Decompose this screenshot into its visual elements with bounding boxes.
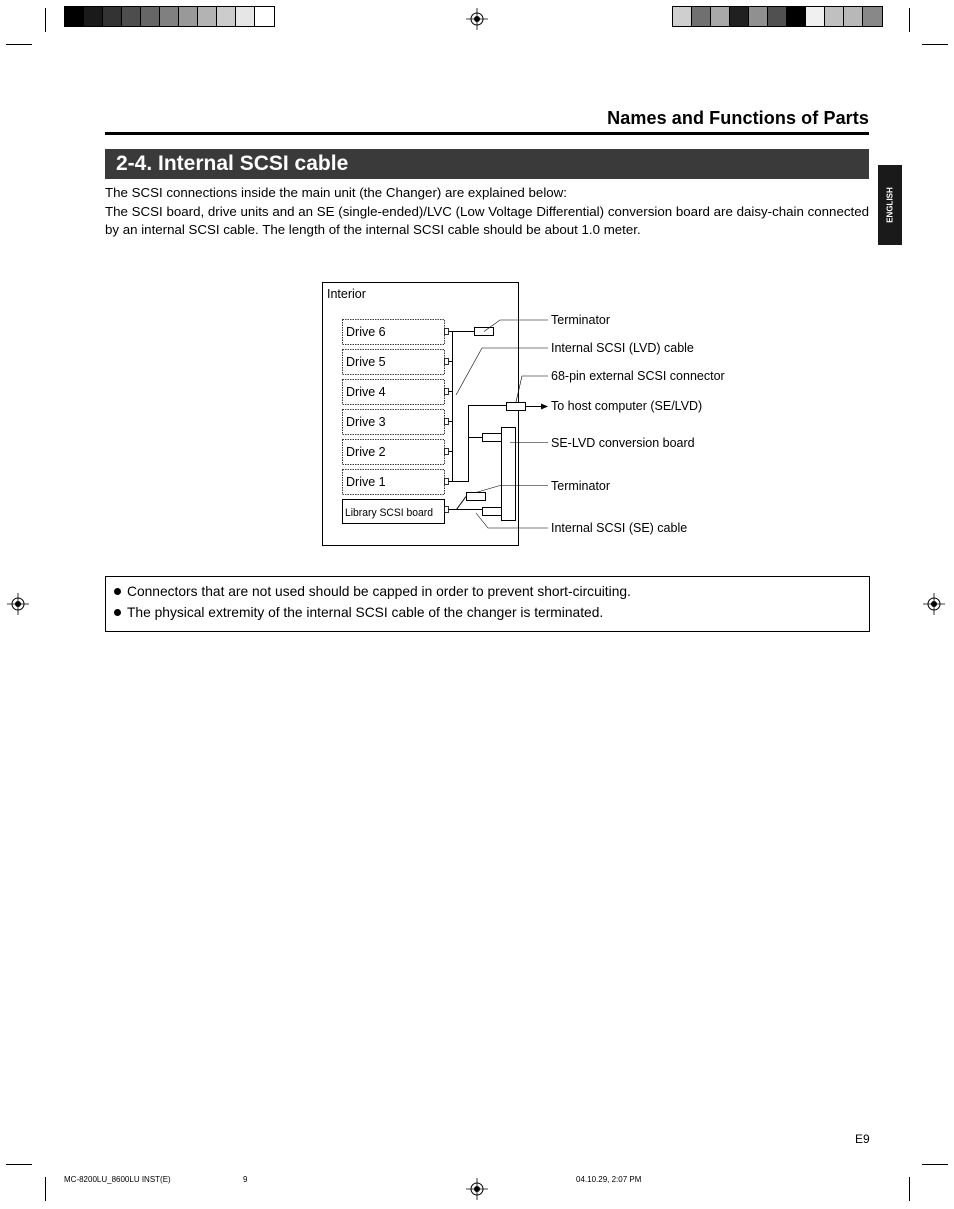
- drive-4-box: [343, 380, 445, 405]
- intro-paragraph: The SCSI board, drive units and an SE (single-ended)/LVC (Low Voltage Differential) conversion board are daisy-chain connected by an internal SCSI cable. The length of the internal SCSI cable should be about 1.0 meter.: [105, 204, 869, 237]
- drive-2-box: [343, 440, 445, 465]
- interior-label: Interior: [327, 287, 366, 301]
- lvd-cable: [449, 332, 507, 482]
- bullet-icon: [114, 609, 121, 616]
- language-tab-label: ENGLISH: [885, 187, 895, 223]
- note-text: The physical extremity of the internal SCSI cable of the changer is terminated.: [127, 605, 604, 620]
- drive-label: Drive 4: [346, 385, 386, 399]
- page-number: E9: [855, 1132, 870, 1146]
- footer-file: MC-8200LU_8600LU INST(E): [64, 1175, 171, 1184]
- callout-terminator-bottom: Terminator: [551, 479, 611, 493]
- registration-mark-icon: [7, 593, 29, 615]
- drive-5-box: [343, 350, 445, 375]
- conversion-board-connector: [483, 508, 502, 516]
- crop-mark: [6, 1164, 32, 1165]
- callout-conversion-board: SE-LVD conversion board: [551, 436, 695, 450]
- external-connector: [507, 403, 526, 411]
- conversion-board-connector: [483, 434, 502, 442]
- drive-label: Drive 6: [346, 325, 386, 339]
- crop-mark: [909, 1177, 910, 1201]
- drive-label: Drive 3: [346, 415, 386, 429]
- note-text: Connectors that are not used should be capped in order to prevent short-circuiting.: [127, 584, 631, 599]
- library-board-label: Library SCSI board: [345, 507, 433, 519]
- section-header-text: Names and Functions of Parts: [607, 108, 869, 128]
- drive-label: Drive 2: [346, 445, 386, 459]
- library-scsi-board-box: [343, 500, 445, 524]
- intro-paragraph: The SCSI connections inside the main unit (the Changer) are explained below:: [105, 185, 567, 200]
- page-title: 2-4. Internal SCSI cable: [116, 152, 349, 175]
- drive-6-box: [343, 320, 445, 345]
- drive-connectors: [445, 329, 449, 513]
- drive-3-box: [343, 410, 445, 435]
- callout-lvd-cable: Internal SCSI (LVD) cable: [551, 341, 694, 355]
- registration-mark-icon: [466, 1178, 488, 1200]
- drive-1-box: [343, 470, 445, 495]
- arrow-right-icon: [541, 404, 548, 410]
- terminator-bottom: [467, 493, 486, 501]
- notes-box: [105, 576, 870, 632]
- registration-mark-icon: [923, 593, 945, 615]
- scsi-cable-diagram: [0, 0, 954, 560]
- callout-ext-connector: 68-pin external SCSI connector: [551, 369, 725, 383]
- drive-label: Drive 1: [346, 475, 386, 489]
- footer-timestamp: 04.10.29, 2:07 PM: [576, 1175, 642, 1184]
- callout-terminator-top: Terminator: [551, 313, 611, 327]
- crop-mark: [922, 1164, 948, 1165]
- note-item: [114, 584, 631, 599]
- footer-page: 9: [243, 1175, 248, 1184]
- note-item: [114, 605, 603, 620]
- callout-to-host: To host computer (SE/LVD): [551, 399, 703, 413]
- callout-se-cable: Internal SCSI (SE) cable: [551, 521, 688, 535]
- bullet-icon: [114, 588, 121, 595]
- se-lvd-conversion-board: [502, 428, 516, 521]
- crop-mark: [45, 1177, 46, 1201]
- drive-label: Drive 5: [346, 355, 386, 369]
